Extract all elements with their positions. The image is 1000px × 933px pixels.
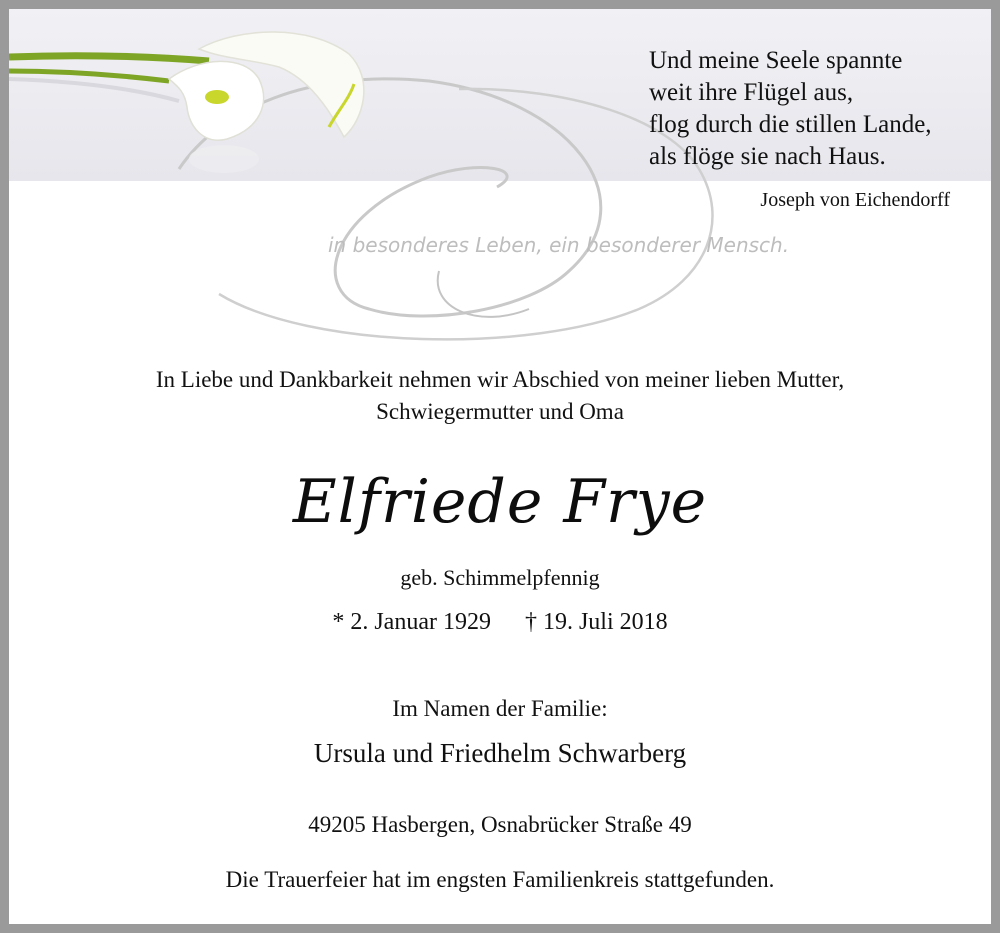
poem-author: Joseph von Eichendorff	[760, 189, 950, 211]
deceased-name: Elfriede Frye	[292, 467, 708, 537]
intro-line-2: Schwiegermutter und Oma	[376, 399, 624, 424]
birth-name: geb. Schimmelpfennig	[400, 565, 600, 590]
family-label: Im Namen der Familie:	[392, 696, 608, 721]
poem-line: weit ihre Flügel aus,	[649, 79, 854, 106]
poem	[649, 45, 932, 173]
poem-line: Und meine Seele spannte	[649, 47, 903, 74]
calla-lily-icon	[9, 32, 364, 173]
intro-text	[9, 364, 991, 428]
obituary-card	[9, 9, 991, 924]
family-names: Ursula und Friedhelm Schwarberg	[313, 738, 687, 768]
family-address: 49205 Hasbergen, Osnabrücker Straße 49	[308, 812, 692, 837]
death-date: † 19. Juli 2018	[524, 609, 668, 635]
tagline: in besonderes Leben, ein besonderer Mensch.	[328, 233, 790, 257]
poem-line: als flöge sie nach Haus.	[649, 143, 886, 170]
intro-line-1: In Liebe und Dankbarkeit nehmen wir Abschied von meiner lieben Mutter,	[155, 367, 845, 392]
birth-date: * 2. Januar 1929	[332, 609, 491, 635]
poem-line: flog durch die stillen Lande,	[649, 111, 932, 138]
funeral-note: Die Trauerfeier hat im engsten Familienkreis stattgefunden.	[225, 867, 775, 892]
life-dates	[9, 609, 991, 636]
